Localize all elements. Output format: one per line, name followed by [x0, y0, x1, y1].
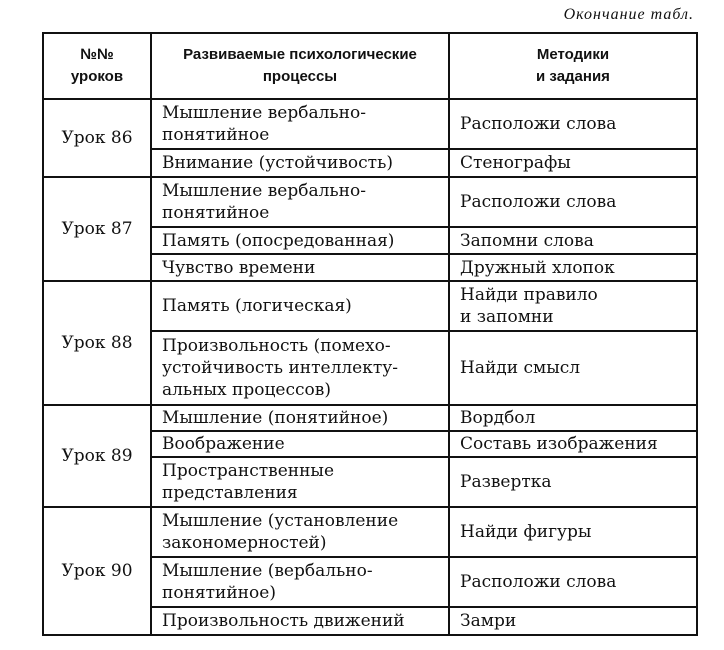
- header-processes: Развиваемые психологические процессы: [151, 33, 449, 99]
- method-cell: Составь изображения: [449, 431, 697, 457]
- process-cell: Память (опосредованная): [151, 227, 449, 254]
- table-continuation-caption: Окончание табл.: [563, 6, 694, 23]
- header-methods: Методики и задания: [449, 33, 697, 99]
- table-row: [43, 507, 697, 557]
- method-cell: Замри: [449, 607, 697, 635]
- lesson-cell: Урок 87: [43, 177, 151, 281]
- method-cell: Запомни слова: [449, 227, 697, 254]
- method-cell: Расположи слова: [449, 99, 697, 149]
- method-cell: Найди фигуры: [449, 507, 697, 557]
- process-cell: Мышление (установление закономерностей): [151, 507, 449, 557]
- lesson-cell: Урок 88: [43, 281, 151, 405]
- table-row: [43, 281, 697, 331]
- process-cell: Пространственные представления: [151, 457, 449, 507]
- method-cell: Найди смысл: [449, 331, 697, 405]
- lesson-cell: Урок 89: [43, 405, 151, 507]
- method-cell: Вордбол: [449, 405, 697, 431]
- lesson-cell: Урок 86: [43, 99, 151, 177]
- process-cell: Чувство времени: [151, 254, 449, 281]
- header-lessons: №№ уроков: [43, 33, 151, 99]
- method-cell: Стенографы: [449, 149, 697, 177]
- process-cell: Произвольность (помехо- устойчивость интеллекту- альных процессов): [151, 331, 449, 405]
- process-cell: Мышление вербально- понятийное: [151, 177, 449, 227]
- process-cell: Воображение: [151, 431, 449, 457]
- table-row: [43, 405, 697, 431]
- table-header-row: [43, 33, 697, 99]
- method-cell: Найди правило и запомни: [449, 281, 697, 331]
- method-cell: Дружный хлопок: [449, 254, 697, 281]
- process-cell: Произвольность движений: [151, 607, 449, 635]
- method-cell: Развертка: [449, 457, 697, 507]
- process-cell: Внимание (устойчивость): [151, 149, 449, 177]
- table-row: [43, 177, 697, 227]
- lessons-table: [42, 32, 698, 636]
- process-cell: Память (логическая): [151, 281, 449, 331]
- process-cell: Мышление вербально- понятийное: [151, 99, 449, 149]
- table-row: [43, 99, 697, 149]
- process-cell: Мышление (понятийное): [151, 405, 449, 431]
- method-cell: Расположи слова: [449, 557, 697, 607]
- lesson-cell: Урок 90: [43, 507, 151, 635]
- method-cell: Расположи слова: [449, 177, 697, 227]
- process-cell: Мышление (вербально- понятийное): [151, 557, 449, 607]
